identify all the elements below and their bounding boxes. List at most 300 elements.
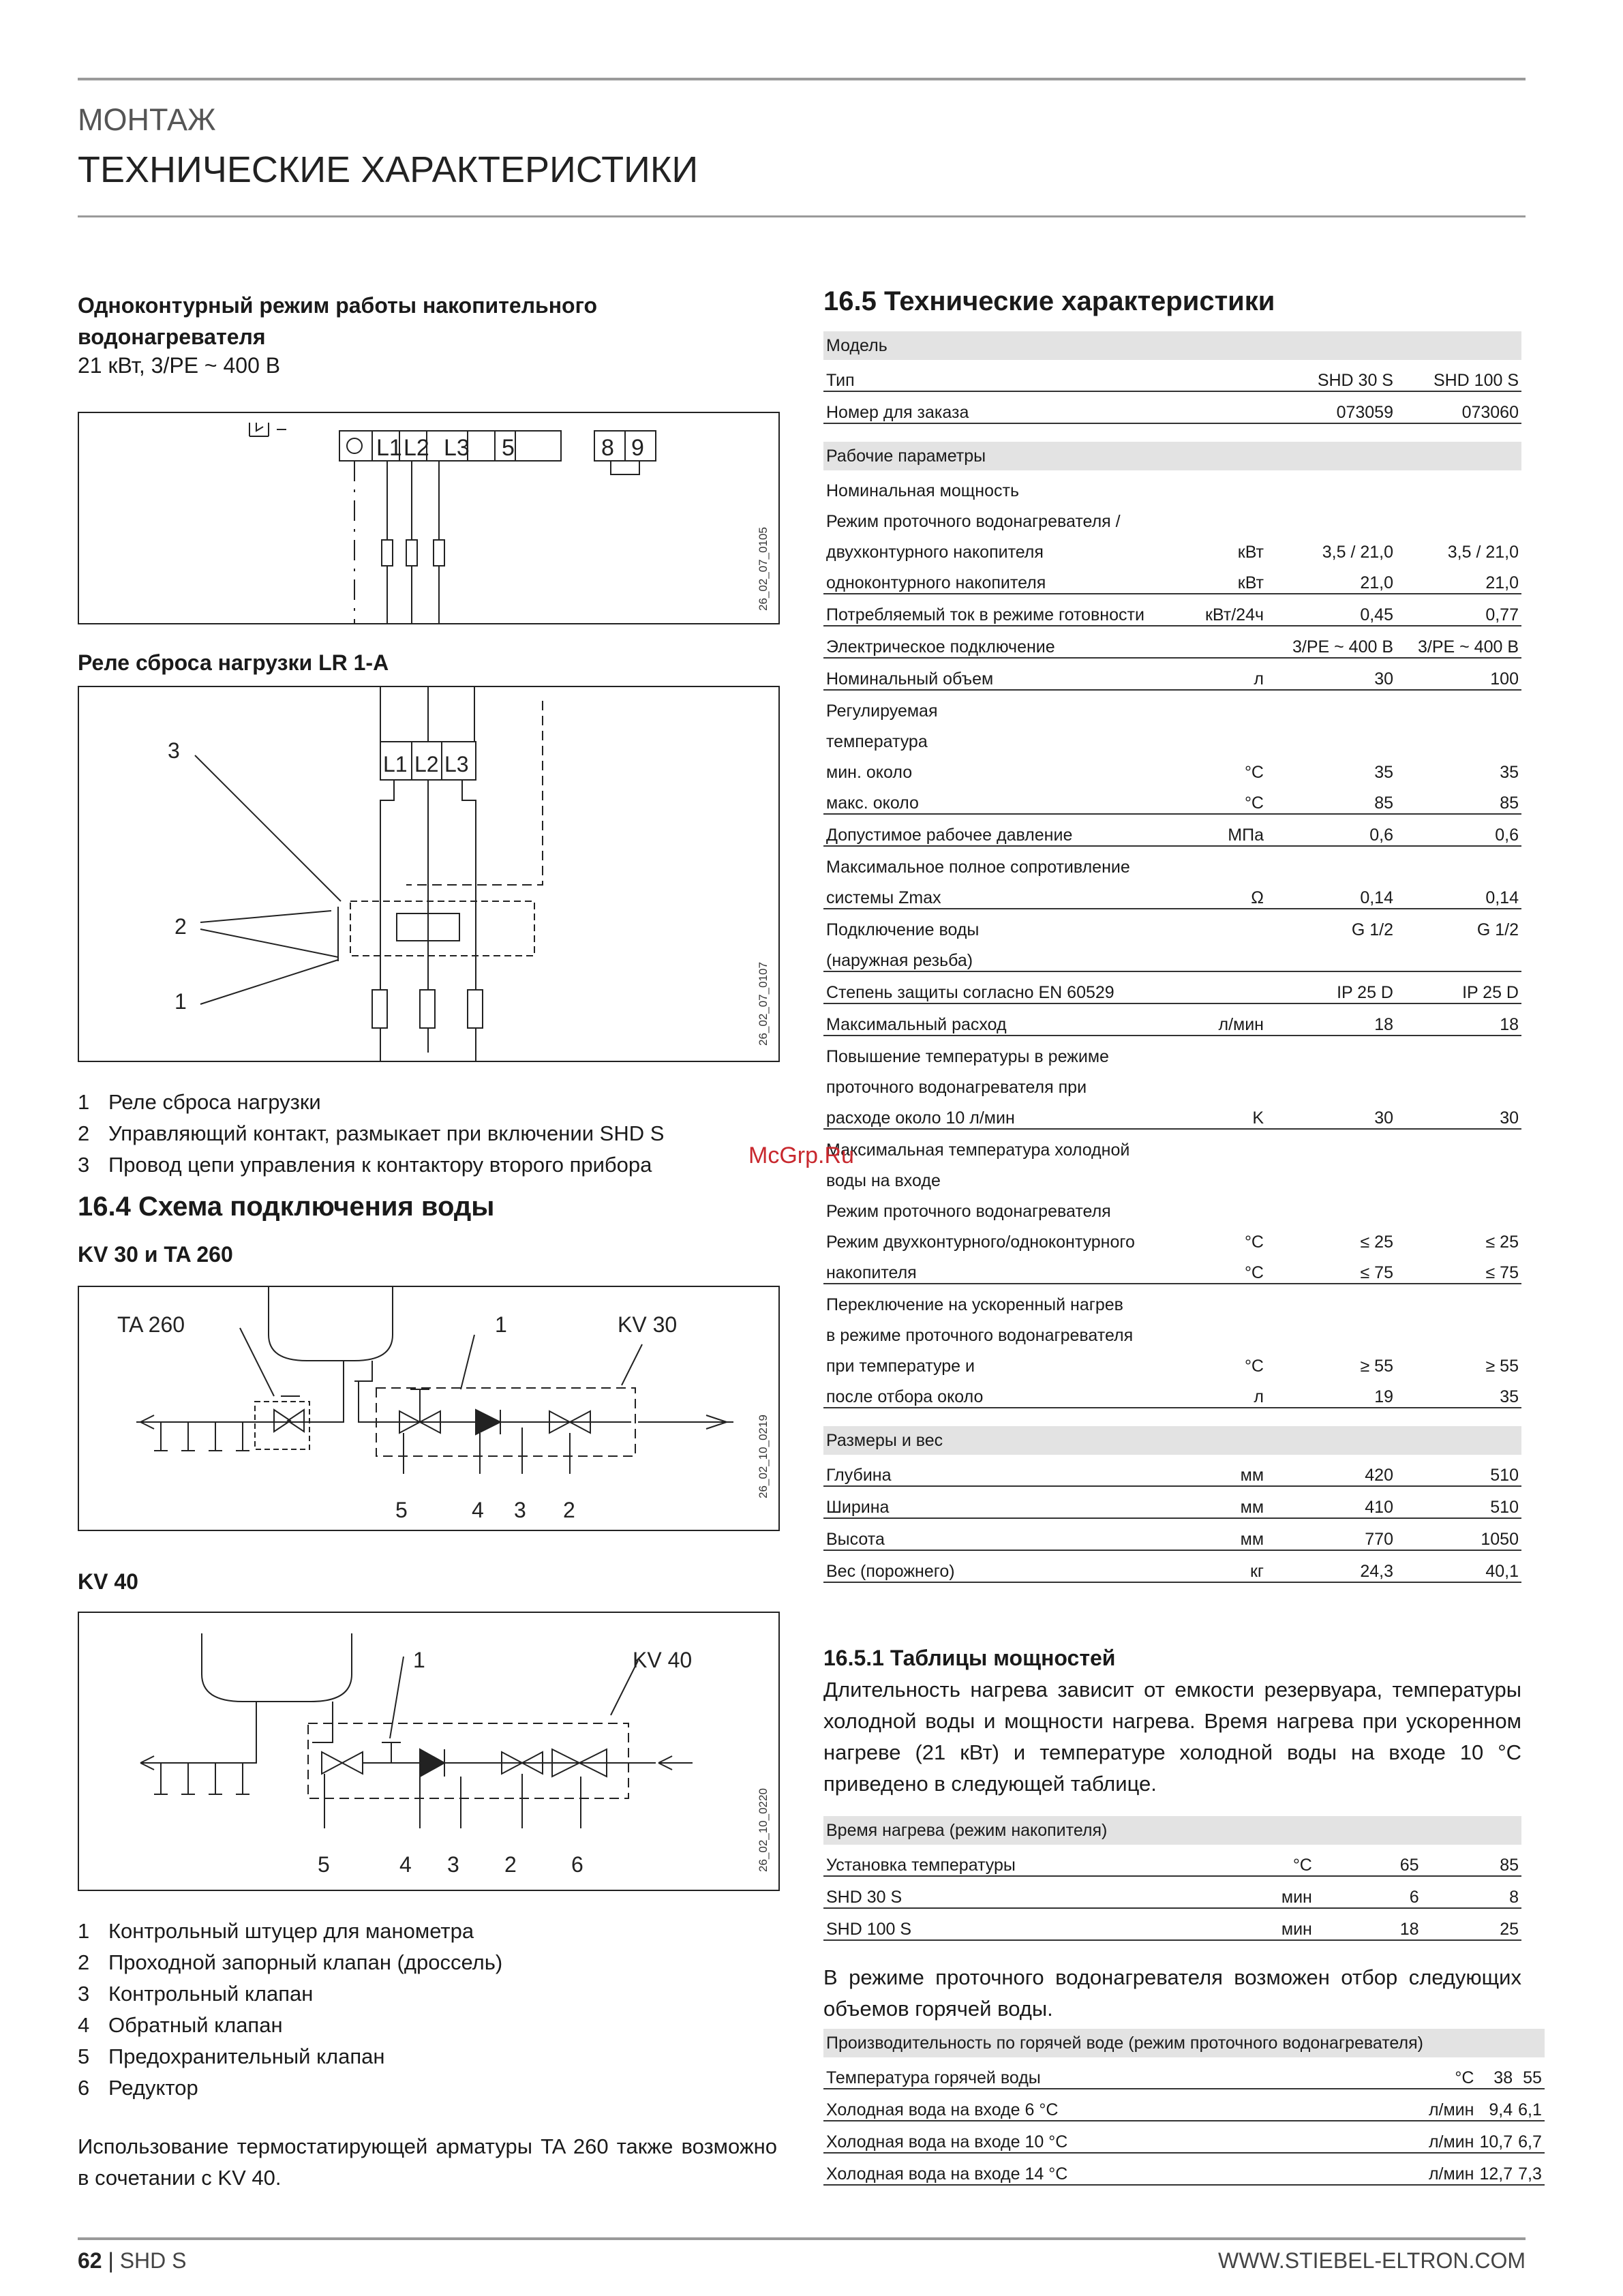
table-cell: Ω (1192, 877, 1266, 909)
table-row (823, 1003, 1521, 1036)
table-row (823, 658, 1521, 690)
table-cell: Производительность по горячей воде (режим проточного водонагревателя) (823, 2029, 1426, 2057)
table-cell: МПа (1192, 814, 1266, 846)
table-cell (1396, 1129, 1521, 1160)
table-cell: °C (1192, 783, 1266, 814)
table-cell: Повышение температуры в режиме (826, 1047, 1109, 1066)
table-cell (1192, 1191, 1266, 1222)
table-cell (823, 423, 1192, 442)
table-cell: G 1/2 (1476, 920, 1519, 939)
table-row (823, 1222, 1521, 1252)
kv40-label-6: 6 (571, 1852, 583, 1877)
table-cell: ≥ 55 (1485, 1357, 1519, 1376)
term-8: 8 (601, 435, 614, 461)
water-legend (78, 1916, 780, 2104)
table-cell: Высота (823, 1518, 1192, 1550)
table-row (823, 752, 1521, 783)
table-cell (1192, 442, 1266, 470)
table-cell (823, 1408, 1192, 1426)
table-cell (1266, 1408, 1396, 1426)
table-cell: воды на входе (826, 1171, 941, 1190)
table-row (823, 690, 1521, 721)
table-cell: 510 (1396, 1486, 1521, 1518)
table-cell: 18 (1315, 1908, 1422, 1940)
table-cell: 18 (1266, 1003, 1396, 1036)
table-cell (1266, 690, 1396, 721)
relay-legend-item: 1 Реле сброса нагрузки (78, 1090, 321, 1114)
footer-rule (78, 2237, 1526, 2240)
table-header-row (823, 1426, 1521, 1455)
table-cell (1396, 1067, 1521, 1098)
table-header-row (823, 442, 1521, 470)
watermark: McGrp.Ru (748, 1143, 854, 1168)
table-cell: л (1192, 1376, 1266, 1408)
table-cell: Ширина (823, 1486, 1192, 1518)
table-cell: 3/PE ~ 400 В (1266, 626, 1396, 658)
table-cell: Время нагрева (режим накопителя) (823, 1816, 1110, 1845)
table-cell: SHD 30 S (1266, 360, 1396, 391)
table-cell: 65 (1315, 1845, 1422, 1876)
table-cell (1266, 1315, 1396, 1346)
table-cell: ≤ 25 (1360, 1233, 1393, 1252)
relay-diagram (78, 686, 780, 1062)
table-cell (1396, 1036, 1521, 1067)
water-legend-item: 2 Проходной запорный клапан (дроссель) (78, 1950, 503, 1974)
single-circuit-code: 26_02_07_0105 (757, 527, 770, 611)
table-cell: (наружная резьба) (823, 940, 1192, 971)
table-cell (1192, 1315, 1266, 1346)
product-name: SHD S (119, 2248, 187, 2273)
kv40-label-3: 3 (447, 1852, 459, 1877)
power-text-2: В режиме проточного водонагревателя возможен отбор следующих объемов горячей воды. (823, 1965, 1521, 2021)
table-row (823, 423, 1521, 442)
table-cell: 0,77 (1396, 594, 1521, 626)
table-cell (1396, 1426, 1521, 1455)
table-row (823, 2089, 1545, 2121)
table-cell: кг (1192, 1550, 1266, 1582)
table-cell (1266, 940, 1396, 971)
table-row (823, 1191, 1521, 1222)
kv30-diagram (78, 1286, 780, 1531)
table-cell: 0,45 (1266, 594, 1396, 626)
table-cell (1266, 331, 1396, 360)
table-cell: SHD 100 S (1396, 360, 1521, 391)
table-cell: 21,0 (1396, 562, 1521, 594)
table-cell: Номинальная мощность (826, 481, 1019, 500)
relay-l1: L1 (383, 752, 408, 776)
kv30-label-2: 2 (563, 1498, 575, 1522)
table-cell: проточного водонагревателя при (826, 1078, 1087, 1097)
table-cell: мин (1110, 1908, 1315, 1940)
table-cell: Электрическое подключение (823, 626, 1192, 658)
table-cell (1266, 1036, 1396, 1067)
kv30-label-4: 4 (472, 1498, 484, 1522)
table-cell: л/мин (1426, 2121, 1477, 2153)
table-cell (1266, 470, 1396, 501)
table-cell: Режим двухконтурного/одноконтурного (826, 1233, 1135, 1252)
table-cell: 073059 (1266, 391, 1396, 423)
table-cell: ≤ 25 (1485, 1233, 1519, 1252)
table-row (823, 501, 1521, 532)
table-row (823, 877, 1521, 909)
table-cell: ≤ 75 (1266, 1252, 1396, 1284)
term-l1: L1 (376, 435, 402, 461)
relay-legend (78, 1087, 780, 1181)
table-cell (1192, 360, 1266, 391)
table-cell: 12,7 (1476, 2153, 1515, 2185)
table-header-row (823, 331, 1521, 360)
table-cell: °C (1244, 1233, 1264, 1252)
table-cell: кВт/24ч (1192, 594, 1266, 626)
table-cell: 3/PE ~ 400 В (1396, 626, 1521, 658)
table-cell (1192, 1160, 1266, 1191)
table-cell (1396, 331, 1521, 360)
table-cell: 0,6 (1396, 814, 1521, 846)
table-cell: 18 (1396, 1003, 1521, 1036)
table-cell: Подключение воды (826, 920, 980, 939)
table-row (823, 1284, 1521, 1315)
water-heading: 16.4 Схема подключения воды (78, 1192, 495, 1222)
kv30-label-3: 3 (514, 1498, 526, 1522)
table-cell (1192, 940, 1266, 971)
water-legend-item: 5 Предохранительный клапан (78, 2044, 385, 2068)
table-cell: 35 (1500, 763, 1519, 782)
table-cell: 85 (1266, 783, 1396, 814)
table-cell (1266, 442, 1396, 470)
table-cell (1192, 1129, 1266, 1160)
power-text: Длительность нагрева зависит от емкости резервуара, температуры холодной воды и мощности нагрева. Время нагрева при ускоренном нагреве (21 кВт) и температуре холодной воды на входе 10 °C приведено в следующей таблице. (823, 1678, 1521, 1796)
table-row (823, 391, 1521, 423)
heat-time-table (823, 1816, 1521, 1941)
table-cell: мм (1192, 1518, 1266, 1550)
table-cell: 0,14 (1396, 877, 1521, 909)
table-row (823, 909, 1521, 940)
hot-water-table (823, 2029, 1545, 2186)
table-cell: Температура горячей воды (823, 2057, 1426, 2089)
table-cell: 3,5 / 21,0 (1447, 543, 1519, 562)
table-cell (1396, 1408, 1521, 1426)
kv30-label-5: 5 (395, 1498, 408, 1522)
table-cell: °C (1426, 2057, 1477, 2089)
table-cell: Тип (823, 360, 1192, 391)
top-rule (78, 78, 1526, 80)
table-cell: л/мин (1426, 2089, 1477, 2121)
term-5: 5 (502, 435, 515, 461)
table-row (823, 1408, 1521, 1426)
table-row (823, 470, 1521, 501)
footer-url[interactable]: WWW.STIEBEL-ELTRON.COM (1218, 2248, 1526, 2273)
table-cell (1266, 846, 1396, 877)
table-cell (1192, 1284, 1266, 1315)
table-cell (1396, 442, 1521, 470)
table-row (823, 1160, 1521, 1191)
table-cell: Вес (порожнего) (823, 1550, 1192, 1582)
table-cell (1192, 1408, 1266, 1426)
kv40-diagram (78, 1612, 780, 1891)
table-cell: накопителя (823, 1252, 1192, 1284)
table-cell: Холодная вода на входе 14 °C (823, 2153, 1426, 2185)
table-cell: °C (1192, 1252, 1266, 1284)
kv40-code: 26_02_10_0220 (757, 1788, 770, 1872)
table-row (823, 1455, 1521, 1486)
table-row (823, 1346, 1521, 1376)
table-cell: 30 (1396, 1098, 1521, 1129)
table-cell: Допустимое рабочее давление (823, 814, 1192, 846)
table-cell: одноконтурного накопителя (823, 562, 1192, 594)
table-cell: Режим проточного водонагревателя (826, 1202, 1111, 1221)
power-heading: 16.5.1 Таблицы мощностей (823, 1646, 1116, 1670)
table-row (823, 1036, 1521, 1067)
kv30-label-ta: TA 260 (117, 1312, 185, 1337)
table-cell (1396, 846, 1521, 877)
table-cell: 9,4 (1476, 2089, 1515, 2121)
table-cell (1110, 1816, 1315, 1845)
table-cell (1396, 1315, 1521, 1346)
table-cell: 38 (1476, 2057, 1515, 2089)
table-cell: 100 (1396, 658, 1521, 690)
table-row (823, 846, 1521, 877)
table-row (823, 1486, 1521, 1518)
table-header-row (823, 2029, 1545, 2057)
table-cell (1426, 2029, 1477, 2057)
table-row (823, 1376, 1521, 1408)
table-cell: Номинальный объем (823, 658, 1192, 690)
table-cell: кВт (1237, 543, 1264, 562)
table-cell: Максимальное полное сопротивление (826, 858, 1130, 877)
table-cell (1192, 423, 1266, 442)
table-cell (1396, 470, 1521, 501)
table-cell (1266, 1160, 1396, 1191)
table-cell: G 1/2 (1351, 920, 1393, 939)
water-legend-item: 1 Контрольный штуцер для манометра (78, 1919, 474, 1943)
table-cell (1192, 846, 1266, 877)
table-cell (1266, 501, 1396, 532)
relay-svg (79, 687, 778, 1061)
table-row (823, 1908, 1521, 1940)
table-cell: л (1192, 658, 1266, 690)
table-cell (1192, 1036, 1266, 1067)
table-row (823, 1129, 1521, 1160)
table-row (823, 940, 1521, 971)
term-l2: L2 (404, 435, 429, 461)
table-cell: 85 (1396, 783, 1521, 814)
table-cell (1515, 2029, 1545, 2057)
table-cell (1396, 501, 1521, 532)
table-cell: 8 (1422, 1876, 1521, 1908)
table-row (823, 971, 1521, 1003)
table-cell (1192, 501, 1266, 532)
table-cell: 85 (1422, 1845, 1521, 1876)
table-cell: Глубина (823, 1455, 1192, 1486)
single-circuit-subtitle: 21 кВт, 3/PE ~ 400 В (78, 353, 281, 378)
table-cell: 6 (1315, 1876, 1422, 1908)
table-cell (1476, 2029, 1515, 2057)
table-cell: 0,6 (1266, 814, 1396, 846)
page-title: ТЕХНИЧЕСКИЕ ХАРАКТЕРИСТИКИ (78, 149, 699, 190)
table-cell: после отбора около (823, 1376, 1192, 1408)
relay-l3: L3 (444, 752, 469, 776)
table-cell: мин (1110, 1876, 1315, 1908)
table-cell (1396, 690, 1521, 721)
table-row (823, 532, 1521, 562)
table-cell: Переключение на ускоренный нагрев (826, 1295, 1123, 1314)
table-row (823, 1550, 1521, 1582)
table-cell: л/мин (1426, 2153, 1477, 2185)
table-cell: IP 25 D (1266, 971, 1396, 1003)
table-cell: 420 (1266, 1455, 1396, 1486)
table-cell (1266, 1191, 1396, 1222)
table-cell (1192, 909, 1266, 940)
table-row (823, 2153, 1545, 2185)
table-cell: 19 (1266, 1376, 1396, 1408)
table-cell: расходе около 10 л/мин (823, 1098, 1192, 1129)
table-cell: 30 (1266, 658, 1396, 690)
table-cell: кВт (1192, 562, 1266, 594)
table-cell: 770 (1266, 1518, 1396, 1550)
kv30-label-1: 1 (495, 1312, 507, 1337)
table-cell: 30 (1266, 1098, 1396, 1129)
header-rule (78, 215, 1526, 217)
table-row (823, 1518, 1521, 1550)
water-legend-item: 3 Контрольный клапан (78, 1982, 314, 2006)
table-cell: мм (1192, 1455, 1266, 1486)
table-cell (1266, 423, 1396, 442)
table-cell: IP 25 D (1396, 971, 1521, 1003)
single-circuit-diagram (78, 412, 780, 624)
table-cell: при температуре и (826, 1357, 975, 1376)
table-cell (1266, 721, 1396, 752)
table-cell (1315, 1816, 1422, 1845)
table-cell (1192, 971, 1266, 1003)
table-row (823, 2121, 1545, 2153)
relay-callout-2: 2 (175, 914, 187, 939)
single-circuit-title: Одноконтурный режим работы накопительного водонагревателя (78, 293, 598, 349)
term-l3: L3 (444, 435, 470, 461)
table-cell: Холодная вода на входе 10 °C (823, 2121, 1426, 2153)
table-cell: 6,7 (1515, 2121, 1545, 2153)
spec-table (823, 331, 1521, 1583)
table-header-row (823, 1816, 1521, 1845)
table-cell: Потребляемый ток в режиме готовности (823, 594, 1192, 626)
relay-l2: L2 (414, 752, 439, 776)
table-cell (1396, 1191, 1521, 1222)
table-cell (1396, 940, 1521, 971)
table-cell (1266, 1284, 1396, 1315)
table-cell: 24,3 (1266, 1550, 1396, 1582)
table-cell (1396, 423, 1521, 442)
table-cell: системы Zmax (823, 877, 1192, 909)
table-cell: 410 (1266, 1486, 1396, 1518)
table-cell: 6,1 (1515, 2089, 1545, 2121)
table-cell: макс. около (823, 783, 1192, 814)
table-cell (1396, 1284, 1521, 1315)
table-cell (1422, 1816, 1521, 1845)
table-row (823, 562, 1521, 594)
table-cell (1266, 1129, 1396, 1160)
table-row (823, 1876, 1521, 1908)
table-row (823, 721, 1521, 752)
table-cell: Режим проточного водонагревателя / (826, 512, 1121, 531)
table-row (823, 1315, 1521, 1346)
table-cell (1266, 1067, 1396, 1098)
table-cell (1192, 690, 1266, 721)
table-cell: SHD 30 S (823, 1876, 1110, 1908)
table-cell: Степень защиты согласно EN 60529 (823, 971, 1192, 1003)
table-row (823, 360, 1521, 391)
table-cell (1192, 1067, 1266, 1098)
relay-callout-3: 3 (168, 738, 180, 763)
kv40-svg (79, 1613, 778, 1890)
table-cell: 55 (1515, 2057, 1545, 2089)
table-cell: двухконтурного накопителя (826, 543, 1044, 562)
term-9: 9 (631, 435, 644, 461)
kv40-label-2: 2 (504, 1852, 517, 1877)
table-cell: Максимальный расход (823, 1003, 1192, 1036)
table-cell (1192, 721, 1266, 752)
table-cell: 35 (1374, 763, 1393, 782)
table-cell: K (1192, 1098, 1266, 1129)
table-cell: мм (1192, 1486, 1266, 1518)
kv40-label-5: 5 (318, 1852, 330, 1877)
single-circuit-svg (79, 413, 778, 623)
page-number: 62 (78, 2248, 102, 2273)
table-cell: 510 (1396, 1455, 1521, 1486)
table-cell: Установка температуры (823, 1845, 1110, 1876)
water-note: Использование термостатирующей арматуры TA 260 также возможно в сочетании с KV 40. (78, 2134, 777, 2190)
table-cell (1192, 391, 1266, 423)
table-cell: л/мин (1192, 1003, 1266, 1036)
table-cell: Размеры и вес (823, 1426, 1192, 1455)
kv30-code: 26_02_10_0219 (757, 1415, 770, 1498)
table-cell: ≥ 55 (1360, 1357, 1393, 1376)
table-row (823, 814, 1521, 846)
table-cell: Номер для заказа (823, 391, 1192, 423)
table-cell (1192, 331, 1266, 360)
table-cell: °C (1244, 763, 1264, 782)
table-cell (1192, 626, 1266, 658)
table-cell (1192, 470, 1266, 501)
table-cell: 073060 (1396, 391, 1521, 423)
table-cell: Рабочие параметры (823, 442, 1192, 470)
relay-title: Реле сброса нагрузки LR 1-A (78, 650, 389, 675)
table-cell: температура (826, 732, 928, 751)
kv40-label-kv: KV 40 (633, 1648, 693, 1672)
table-row (823, 1845, 1521, 1876)
table-row (823, 2057, 1545, 2089)
table-cell: 0,14 (1266, 877, 1396, 909)
relay-legend-item: 2 Управляющий контакт, размыкает при включении SHD S (78, 1121, 665, 1145)
relay-callout-1: 1 (175, 989, 187, 1014)
table-cell: 25 (1422, 1908, 1521, 1940)
kv40-label-4: 4 (399, 1852, 412, 1877)
table-cell: Модель (823, 331, 1192, 360)
table-cell: Регулируемая (826, 701, 938, 721)
table-cell: 21,0 (1266, 562, 1396, 594)
table-row (823, 783, 1521, 814)
table-row (823, 1067, 1521, 1098)
table-cell: мин. около (826, 763, 913, 782)
table-cell: SHD 100 S (823, 1908, 1110, 1940)
spec-heading: 16.5 Технические характеристики (823, 286, 1275, 316)
table-cell (1396, 721, 1521, 752)
table-cell: 7,3 (1515, 2153, 1545, 2185)
table-row (823, 1098, 1521, 1129)
kv30-svg (79, 1287, 778, 1530)
section-label: МОНТАЖ (78, 102, 216, 137)
table-cell: Максимальная температура холодной (826, 1141, 1130, 1160)
relay-legend-item: 3 Провод цепи управления к контактору второго прибора (78, 1153, 652, 1177)
table-row (823, 626, 1521, 658)
